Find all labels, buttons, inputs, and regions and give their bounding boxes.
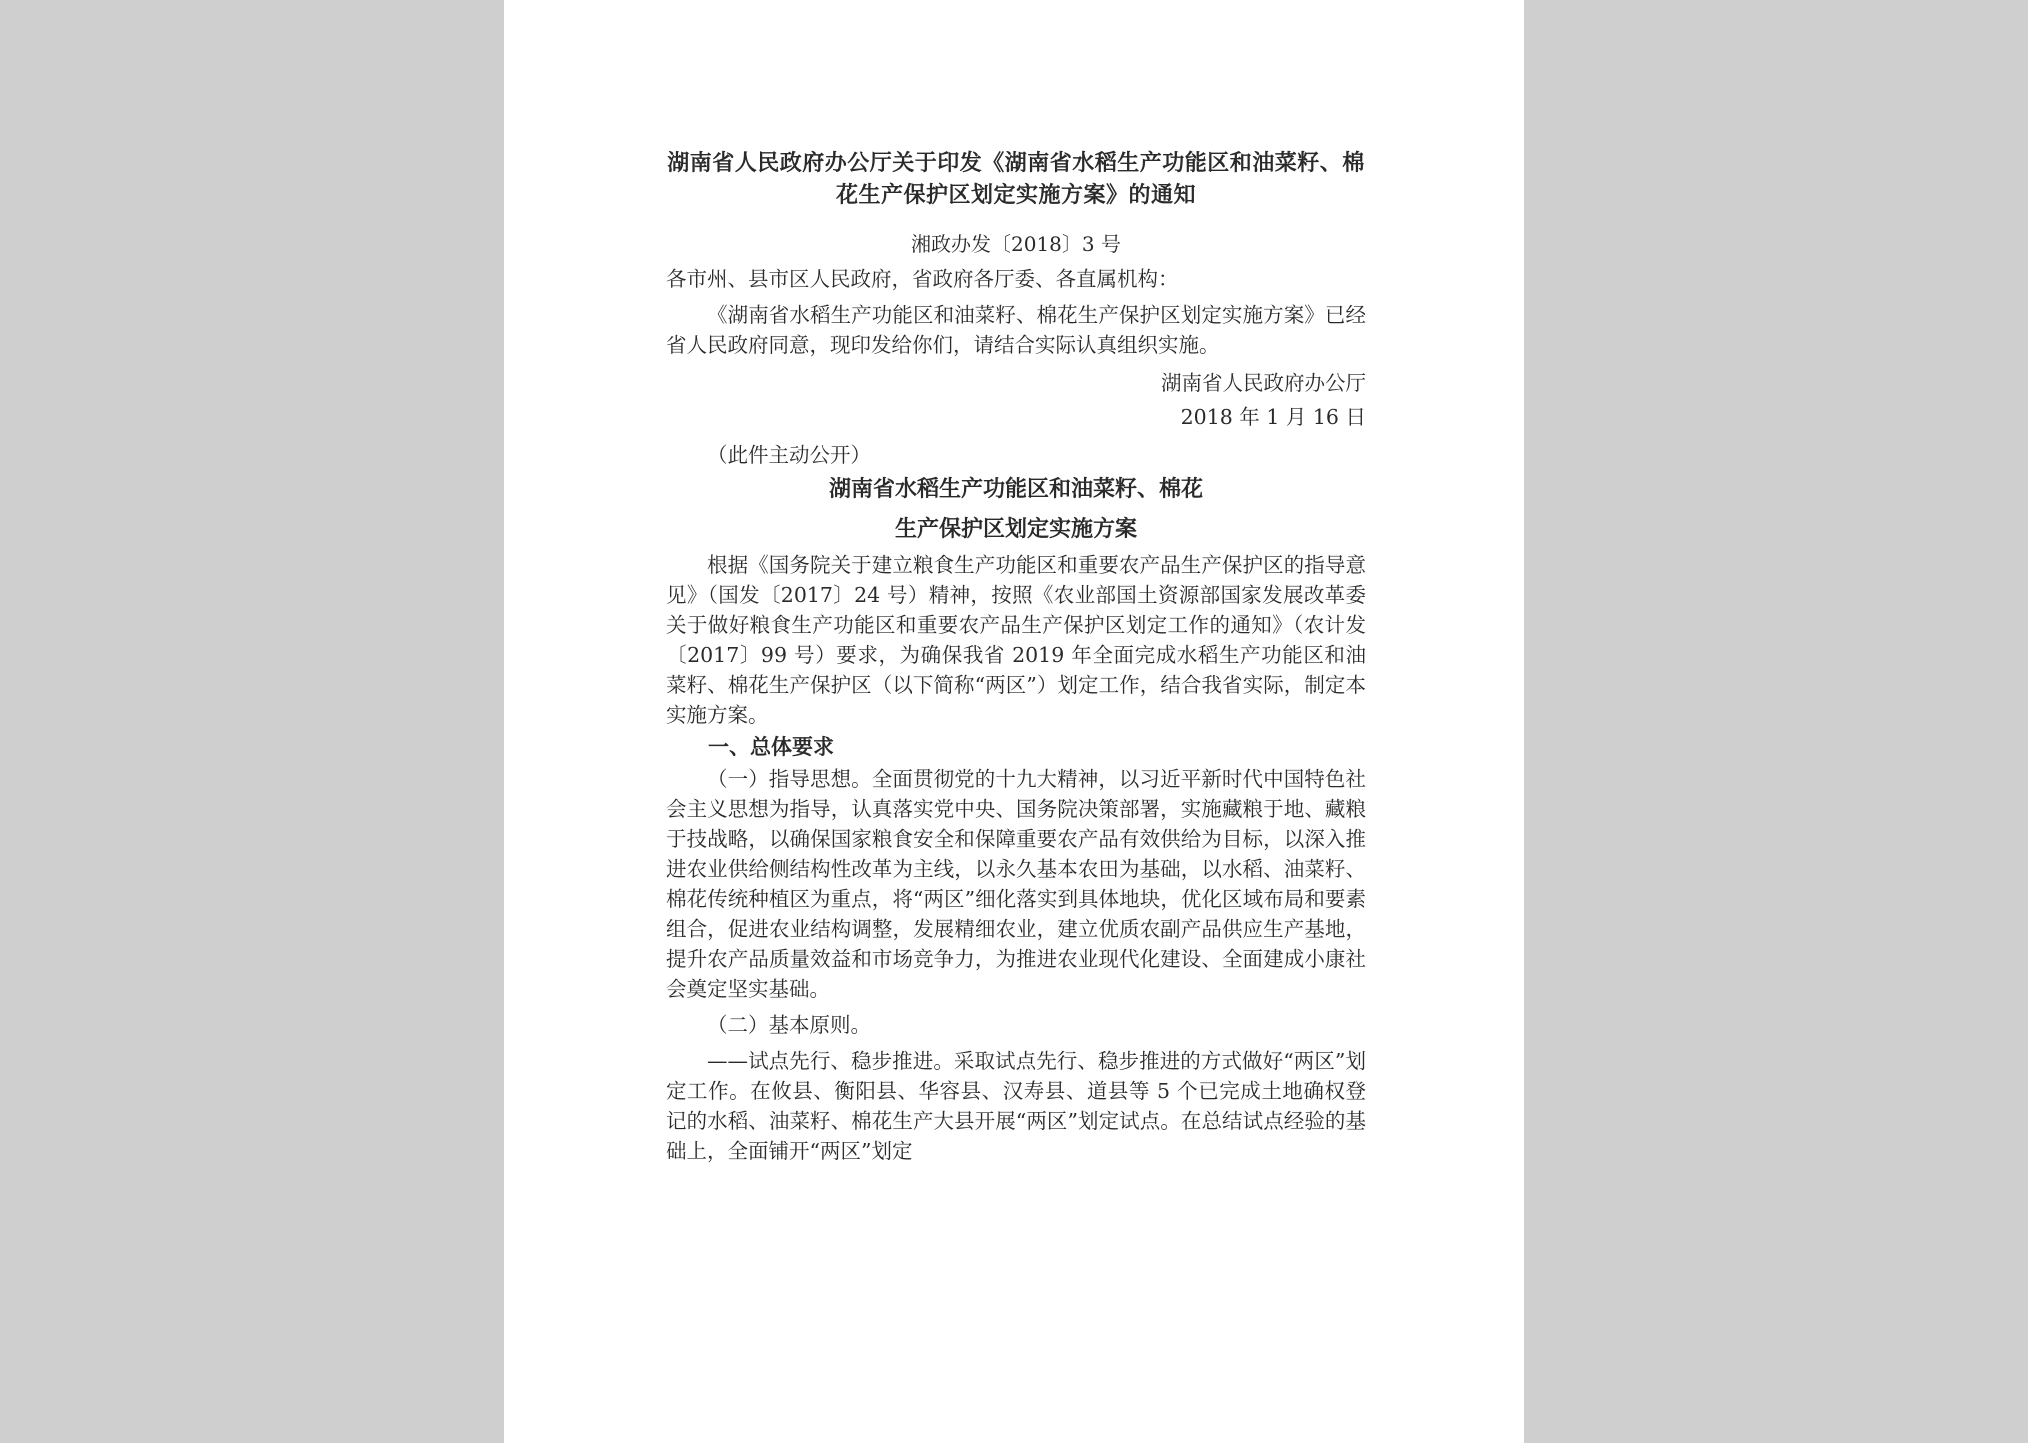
notice-body: 《湖南省水稻生产功能区和油菜籽、棉花生产保护区划定实施方案》已经省人民政府同意，现印发给你们，请结合实际认真组织实施。 (666, 303, 1366, 357)
document-page (504, 0, 1524, 1443)
principle-paragraph: ——试点先行、稳步推进。采取试点先行、稳步推进的方式做好“两区”划定工作。在攸县、衡阳县、华容县、汉寿县、道县等 5 个已完成土地确权登记的水稻、油菜籽、棉花生产大县开展“两区”划定试点。在总结试点经验的基础上，全面铺开“两区”划定 (666, 1049, 1366, 1163)
issue-date: 2018 年 1 月 16 日 (1180, 405, 1366, 429)
basic-principles-heading: （二）基本原则。 (707, 1013, 871, 1037)
section-heading-general-requirements: 一、总体要求 (708, 735, 834, 759)
document-number: 湘政办发〔2018〕3 号 (911, 232, 1121, 256)
document-title: 湖南省人民政府办公厅关于印发《湖南省水稻生产功能区和油菜籽、棉花生产保护区划定实施方案》的通知 (667, 151, 1365, 208)
guiding-thought-paragraph: （一）指导思想。全面贯彻党的十九大精神，以习近平新时代中国特色社会主义思想为指导，认真落实党中央、国务院决策部署，实施藏粮于地、藏粮于技战略，以确保国家粮食安全和保障重要农产品有效供给为目标，以深入推进农业供给侧结构性改革为主线，以永久基本农田为基础，以水稻、油菜籽、棉花传统种植区为重点，将“两区”细化落实到具体地块，优化区域布局和要素组合，促进农业结构调整，发展精细农业，建立优质农副产品供应生产基地，提升农产品质量效益和市场竞争力，为推进农业现代化建设、全面建成小康社会奠定坚实基础。 (666, 767, 1366, 1001)
addressees: 各市州、县市区人民政府，省政府各厅委、各直属机构： (666, 267, 1179, 291)
disclosure-note: （此件主动公开） (707, 443, 871, 467)
issuer: 湖南省人民政府办公厅 (1161, 371, 1366, 395)
plan-title-line1: 湖南省水稻生产功能区和油菜籽、棉花 (828, 477, 1203, 502)
plan-title-line2: 生产保护区划定实施方案 (894, 517, 1137, 542)
document-content (666, 148, 1366, 1166)
plan-intro-paragraph: 根据《国务院关于建立粮食生产功能区和重要农产品生产保护区的指导意见》（国发〔2017〕24 号）精神，按照《农业部国土资源部国家发展改革委关于做好粮食生产功能区和重要农产品生产保护区划定工作的通知》（农计发〔2017〕99 号）要求，为确保我省 2019 年全面完成水稻生产功能区和油菜籽、棉花生产保护区（以下简称“两区”）划定工作，结合我省实际，制定本实施方案。 (666, 553, 1366, 727)
